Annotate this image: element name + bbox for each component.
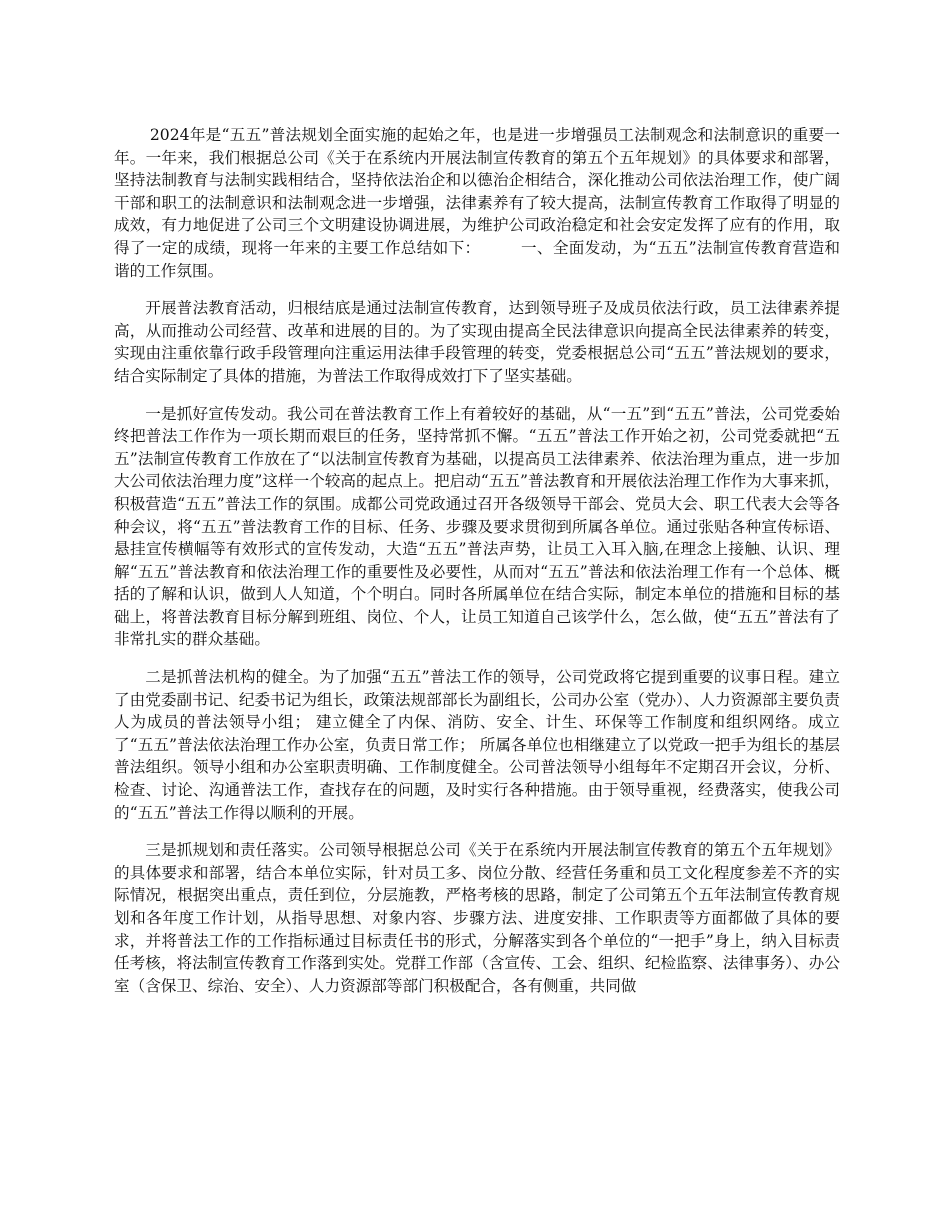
intro-text: 2024年是“五五”普法规划全面实施的起始之年，也是进一步增强员工法制观念和法制意识的重要一年。一年来，我们根据总公司《关于在系统内开展法制宣传教育的第五个五年规划》的具体要求和部署，坚持法制教育与法制实践相结合，坚持依法治企和以德治企相结合，深化推动公司依法治理工作，使广阔干部和职工的法制意识和法制观念进一步增强，法律素养有了较大提高，法制宣传教育工作取得了明显的成效，有力地促进了公司三个文明建设协调进展，为维护公司政治稳定和社会安定发挥了应有的作用，取得了一定的成绩，现将一年来的主要工作总结如下：	[114, 126, 840, 257]
paragraph-publicity: 一是抓好宣传发动。我公司在普法教育工作上有着较好的基础，从“一五”到“五五”普法，公司党委始终把普法工作作为一项长期而艰巨的任务，坚持常抓不懈。“五五”普法工作开始之初，公司党委就把“五五”法制宣传教育工作放在了“以法制宣传教育为基础，以提高员工法律素养、依法治理为重点，进一步加大公司依法治理力度”这样一个较高的起点上。把启动“五五”普法教育和开展依法治理工作作为大事来抓，积极营造“五五”普法工作的氛围。成都公司党政通过召开各级领导干部会、党员大会、职工代表大会等各种会议，将“五五”普法教育工作的目标、任务、步骤及要求贯彻到所属各单位。通过张贴各种宣传标语、悬挂宣传横幅等有效形式的宣传发动，大造“五五”普法声势，让员工入耳入脑,在理念上接触、认识、理解“五五”普法教育和依法治理工作的重要性及必要性，从而对“五五”普法和依法治理工作有一个总体、概括的了解和认识，做到人人知道，个个明白。同时各所属单位在结合实际，制定本单位的措施和目标的基础上，将普法教育目标分解到班组、岗位、个人，让员工知道自己该学什么，怎么做，使“五五”普法有了非常扎实的群众基础。	[114, 404, 840, 649]
document-body	[114, 124, 840, 1012]
paragraph-organization: 二是抓普法机构的健全。为了加强“五五”普法工作的领导，公司党政将它提到重要的议事日程。建立了由党委副书记、纪委书记为组长，政策法规部部长为副组长，公司办公室（党办）、人力资源部主要负责人为成员的普法领导小组； 建立健全了内保、消防、安全、计生、环保等工作制度和组织网络。成立了“五五”普法依法治理工作办公室，负责日常工作； 所属各单位也相继建立了以党政一把手为组长的基层普法组织。领导小组和办公室职责明确、工作制度健全。公司普法领导小组每年不定期召开会议，分析、检查、讨论、沟通普法工作，查找存在的问题，及时实行各种措施。由于领导重视，经费落实，使我公司的“五五”普法工作得以顺利的开展。	[114, 668, 840, 822]
section-heading-1: 一、全面发动，为“五五”法制宣传教育营造和谐的工作氛围。	[114, 238, 840, 280]
intro-paragraph	[114, 124, 840, 282]
paragraph-planning: 三是抓规划和责任落实。公司领导根据总公司《关于在系统内开展法制宣传教育的第五个五年规划》的具体要求和部署，结合本单位实际，针对员工多、岗位分散、经营任务重和员工文化程度参差不齐的实际情况，根据突出重点，责任到位，分层施教，严格考核的思路，制定了公司第五个五年法制宣传教育规划和各年度工作计划，从指导思想、对象内容、步骤方法、进度安排、工作职责等方面都做了具体的要求，并将普法工作的工作指标通过目标责任书的形式，分解落实到各个单位的“一把手”身上，纳入目标责任考核，将法制宣传教育工作落到实处。党群工作部（含宣传、工会、组织、纪检监察、法律事务）、办公室（含保卫、综治、安全）、人力资源部等部门积极配合，各有侧重，共同做	[114, 841, 840, 995]
paragraph-overview: 开展普法教育活动，归根结底是通过法制宣传教育，达到领导班子及成员依法行政，员工法律素养提高，从而推动公司经营、改革和进展的目的。为了实现由提高全民法律意识向提高全民法律素养的转变，实现由注重依靠行政手段管理向注重运用法律手段管理的转变，党委根据总公司“五五”普法规划的要求，结合实际制定了具体的措施，为普法工作取得成效打下了坚实基础。	[114, 299, 840, 385]
